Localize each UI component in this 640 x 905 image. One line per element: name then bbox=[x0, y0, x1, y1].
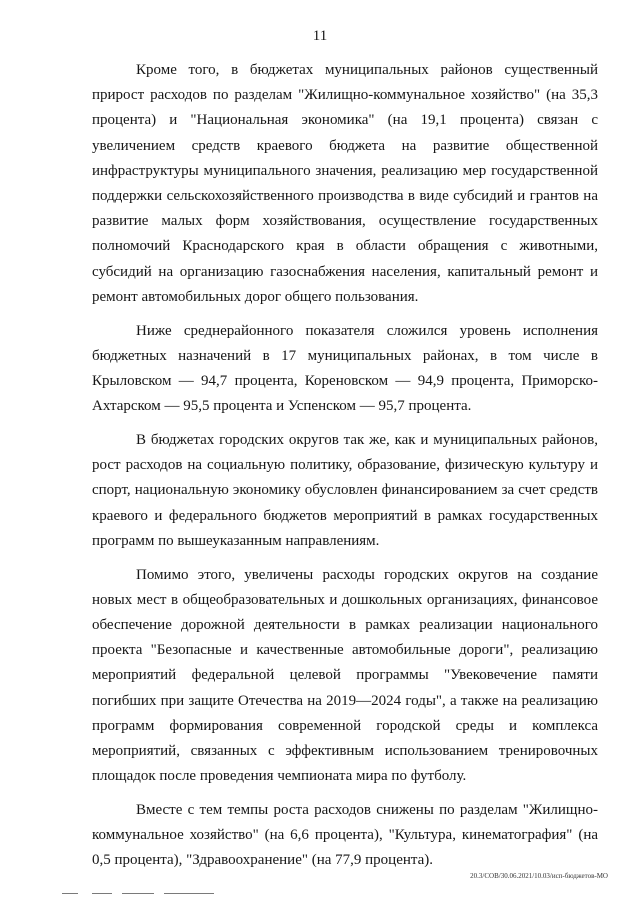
footer-rule-segment bbox=[62, 893, 78, 894]
document-body bbox=[92, 58, 598, 874]
paragraph: Кроме того, в бюджетах муниципальных районов существенный прирост расходов по разделам "Жилищно-коммунальное хозяйство" (на 35,3 процента) и "Национальная экономика" (на 19,1 процента) связан с увеличением средств краевого бюджета на развитие общественной инфраструктуры муниципального значения, реализацию мер государственной поддержки сельскохозяйственного производства в виде субсидий и грантов на развитие малых форм хозяйствования, осуществление государственных полномочий Краснодарского края в области обращения с животными, субсидий на организацию газоснабжения населения, капитальный ремонт и ремонт автомобильных дорог общего пользования. bbox=[92, 62, 598, 305]
page-number: 11 bbox=[312, 28, 328, 44]
paragraph: Вместе с тем темпы роста расходов снижены по разделам "Жилищно-коммунальное хозяйство" (на 6,6 процента), "Культура, кинематография" (на 0,5 процента), "Здравоохранение" (на 77,9 процента). bbox=[92, 802, 598, 869]
paragraph: В бюджетах городских округов так же, как и муниципальных районов, рост расходов на социальную политику, образование, физическую культуру и спорт, национальную экономику обусловлен финансированием за счет средств краевого и федерального бюджетов мероприятий в рамках государственных программ по вышеуказанным направлениям. bbox=[92, 432, 598, 549]
paragraph: Ниже среднерайонного показателя сложился уровень исполнения бюджетных назначений в 17 муниципальных районах, в том числе в Крыловском — 94,7 процента, Кореновском — 94,9 процента, Приморско-Ахтарском — 95,5 процента и Успенском — 95,7 процента. bbox=[92, 322, 598, 415]
paragraph: Помимо этого, увеличены расходы городских округов на создание новых мест в общеобразовательных и дошкольных организациях, финансовое обеспечение дорожной деятельности в рамках реализации национального проекта "Безопасные и качественные автомобильные дороги", реализацию мероприятий федеральной целевой программы "Увековечение памяти погибших при защите Отечества на 2019—2024 годы", а также на реализацию программ формирования современной городской среды и комплекса мероприятий, связанных с эффективным использованием тренировочных площадок после проведения чемпионата мира по футболу. bbox=[92, 566, 598, 785]
footer-document-code: 20.3/СОВ/30.06.2021/10.03/исп-бюджетов-МО bbox=[470, 872, 608, 880]
footer-rule-segment bbox=[164, 893, 214, 894]
footer-rule-segment bbox=[122, 893, 154, 894]
footer-rule-segment bbox=[92, 893, 112, 894]
